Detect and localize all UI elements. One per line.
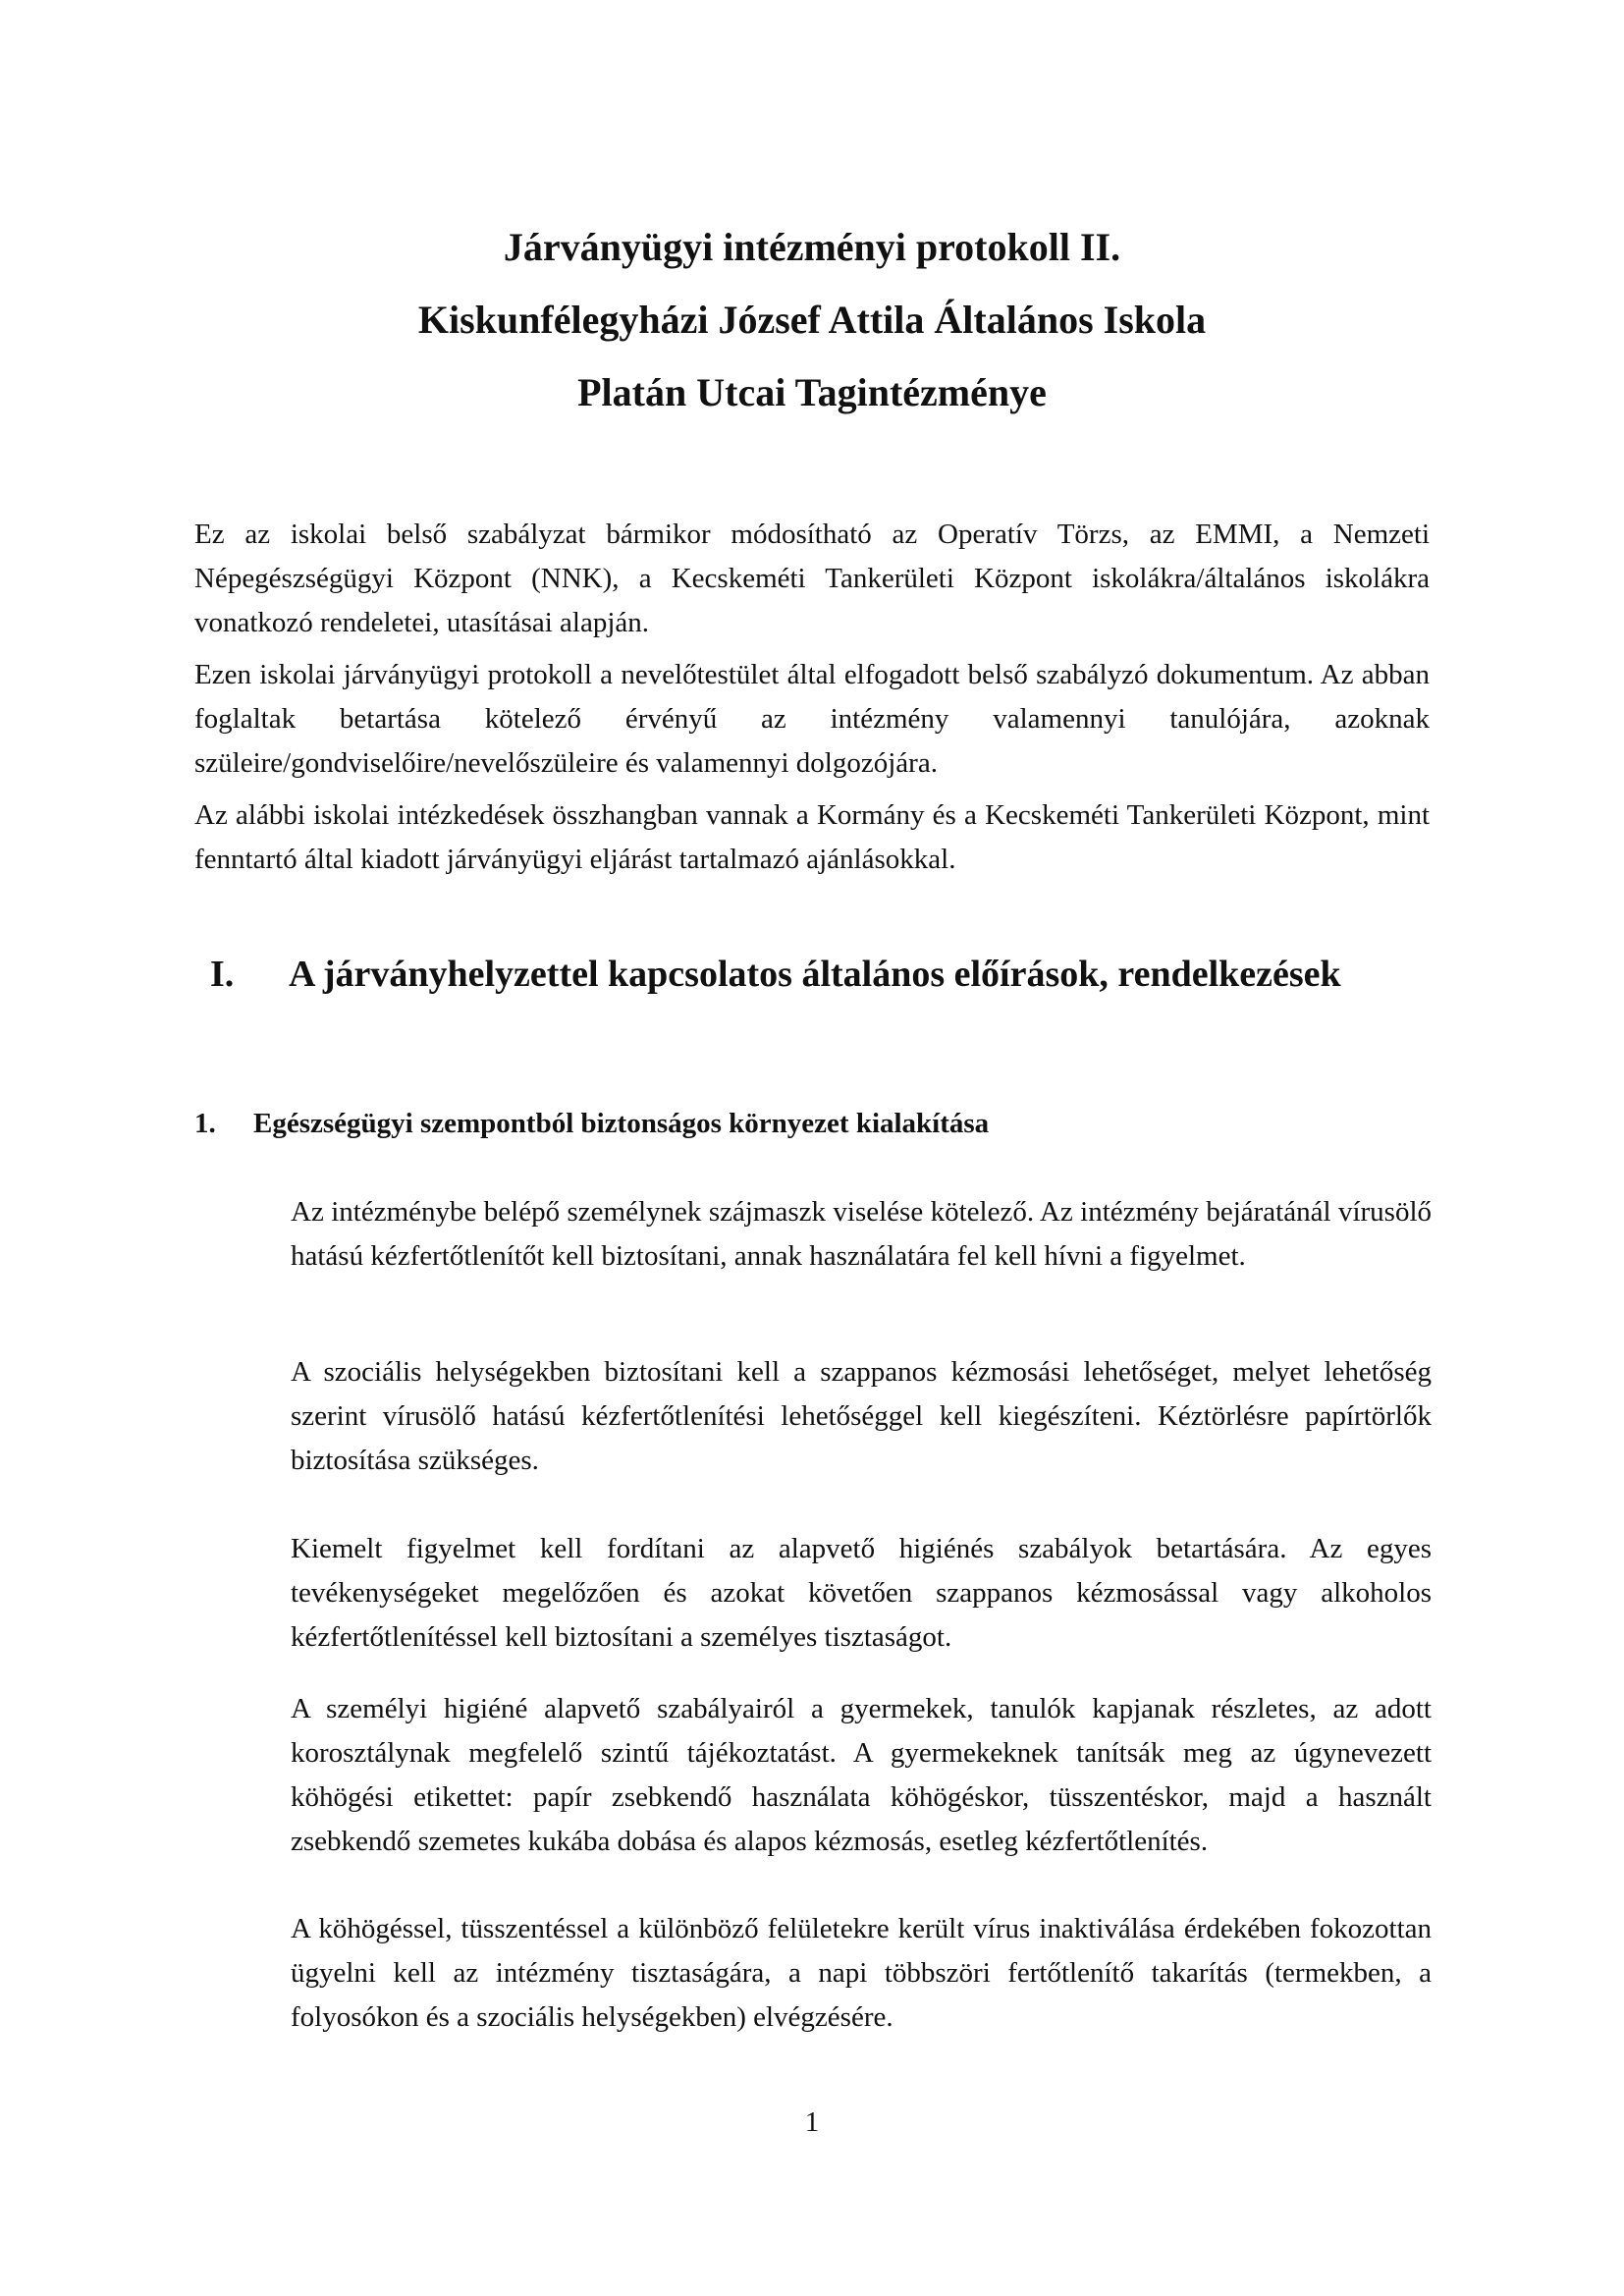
section-heading <box>210 953 1341 996</box>
subsection-title: Egészségügyi szempontból biztonságos környezet kialakítása <box>253 1108 990 1139</box>
title-line-3: Platán Utcai Tagintézménye <box>577 370 1047 414</box>
page-number: 1 <box>804 2106 820 2138</box>
body-paragraph: Kiemelt figyelmet kell fordítani az alapvető higiénés szabályok betartására. Az egyes tevékenységeket megelőzően és azokat követően szappanos kézmosással vagy alkoholos kézfertőtlenítéssel kell biztosítani a személyes tisztaságot. <box>291 1533 1432 1653</box>
title-line-2: Kiskunfélegyházi József Attila Általános Iskola <box>417 298 1207 342</box>
intro-paragraph: Ez az iskolai belső szabályzat bármikor módosítható az Operatív Törzs, az EMMI, a Nemzeti Népegészségügyi Központ (NNK), a Kecskeméti Tankerületi Központ iskolákra/általános iskolákra vonatkozó rendeletei, utasításai alapján. <box>194 519 1430 638</box>
intro-paragraph: Az alábbi iskolai intézkedések összhangban vannak a Kormány és a Kecskeméti Tankerületi Központ, mint fenntartó által kiadott járványügyi eljárást tartalmazó ajánlásokkal. <box>194 799 1430 875</box>
body-paragraph: Az intézménybe belépő személynek szájmaszk viselése kötelező. Az intézmény bejáratánál vírusölő hatású kézfertőtlenítőt kell biztosítani, annak használatára fel kell hívni a figyelmet. <box>291 1196 1432 1272</box>
intro-paragraph: Ezen iskolai járványügyi protokoll a nevelőtestület által elfogadott belső szabályzó dokumentum. Az abban foglaltak betartása kötelező érvényű az intézmény valamennyi tanulójára, azoknak szüleire/gondviselőire/nevelőszüleire és valamennyi dolgozójára. <box>194 659 1430 779</box>
body-paragraph: A köhögéssel, tüsszentéssel a különböző felületekre került vírus inaktiválása érdekében fokozottan ügyelni kell az intézmény tisztaságára, a napi többszöri fertőtlenítő takarítás (termekben, a folyosókon és a szociális helységekben) elvégzésére. <box>291 1913 1432 2033</box>
section-title: A járványhelyzettel kapcsolatos általános előírások, rendelkezések <box>289 954 1341 995</box>
section-number: I. <box>210 954 235 995</box>
subsection-heading <box>194 1108 989 1140</box>
document-title <box>0 211 1624 429</box>
body-paragraph: A szociális helységekben biztosítani kell a szappanos kézmosási lehetőséget, melyet lehetőség szerint vírusölő hatású kézfertőtlenítési lehetőséggel kell kiegészíteni. Kéztörlésre papírtörlők biztosítása szükséges. <box>291 1356 1432 1476</box>
body-paragraph: A személyi higiéné alapvető szabályairól a gyermekek, tanulók kapjanak részletes, az adott korosztálynak megfelelő szintű tájékoztatást. A gyermekeknek tanítsák meg az úgynevezett köhögési etikettet: papír zsebkendő használata köhögéskor, tüsszentéskor, majd a használt zsebkendő szemetes kukába dobása és alapos kézmosás, esetleg kézfertőtlenítés. <box>291 1693 1432 1857</box>
subsection-number: 1. <box>194 1108 216 1139</box>
title-line-1: Járványügyi intézményi protokoll II. <box>503 225 1121 269</box>
